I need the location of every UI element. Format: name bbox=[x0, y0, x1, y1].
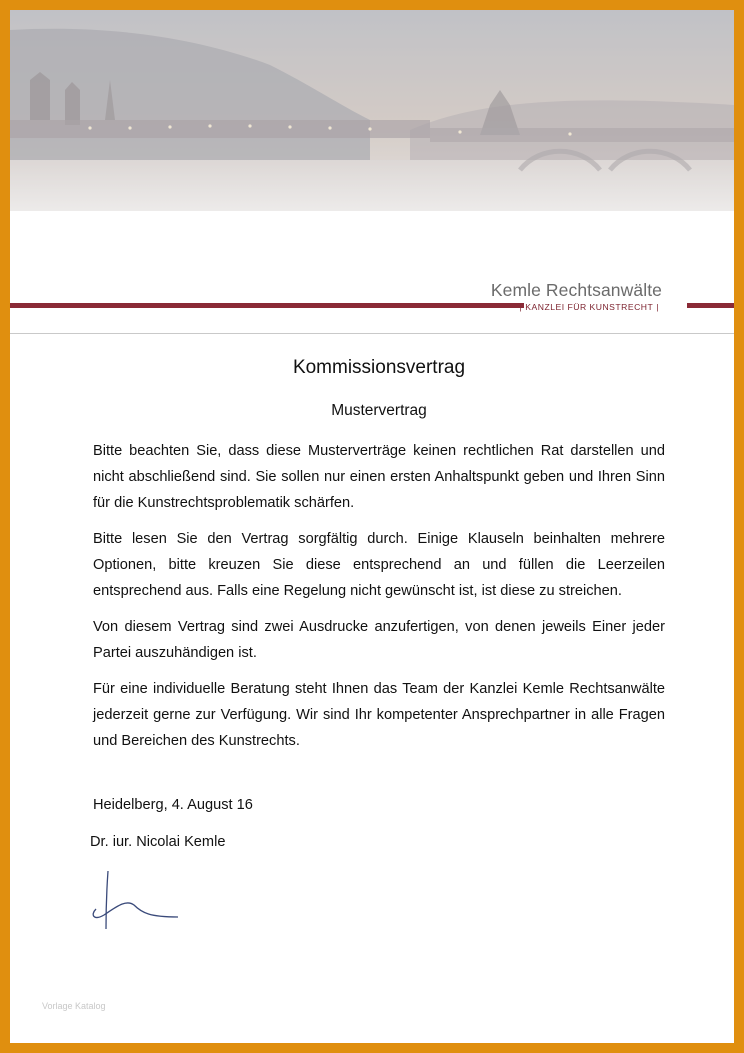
document-title: Kommissionsvertrag bbox=[292, 357, 466, 378]
paragraph: Für eine individuelle Beratung steht Ihnen das Team der Kanzlei Kemle Rechtsanwälte jederzeit gerne zur Verfügung. Wir sind Ihr kompetenter Ansprechpartner in alle Fragen und Bereichen des Kunstrechts. bbox=[93, 681, 665, 749]
tagline-divider-right: | bbox=[656, 302, 659, 312]
signer-name: Dr. iur. Nicolai Kemle bbox=[90, 834, 226, 850]
header-banner-image bbox=[10, 10, 734, 211]
handwritten-signature bbox=[88, 865, 188, 935]
paragraph: Bitte beachten Sie, dass diese Musterverträge keinen rechtlichen Rat darstellen und nicht abschließend sind. Sie sollen nur einen ersten Anhaltspunkt geben und Ihren Sinn für die Kunstrechtsproblematik schärfen. bbox=[93, 443, 665, 511]
place-date: Heidelberg, 4. August 16 bbox=[93, 797, 253, 813]
document-subtitle: Mustervertrag bbox=[331, 402, 427, 419]
paragraph: Von diesem Vertrag sind zwei Ausdrucke anzufertigen, von denen jeweils Einer jeder Partei auszuhändigen ist. bbox=[93, 619, 665, 661]
watermark: Vorlage Katalog bbox=[42, 1001, 106, 1011]
firm-tagline: KANZLEI FÜR KUNSTRECHT bbox=[525, 302, 654, 312]
header-divider bbox=[10, 333, 734, 334]
header-rule-left bbox=[10, 303, 524, 308]
header-rule-right bbox=[687, 303, 734, 308]
document-page bbox=[10, 10, 734, 1043]
firm-name: Kemle Rechtsanwälte bbox=[490, 280, 662, 300]
paragraph: Bitte lesen Sie den Vertrag sorgfältig durch. Einige Klauseln beinhalten mehrere Optionen, bitte kreuzen Sie diese entsprechend an und füllen die Leerzeilen entsprechend aus. Falls eine Regelung nicht gewünscht ist, ist diese zu streichen. bbox=[93, 531, 665, 599]
document-body bbox=[93, 438, 665, 764]
